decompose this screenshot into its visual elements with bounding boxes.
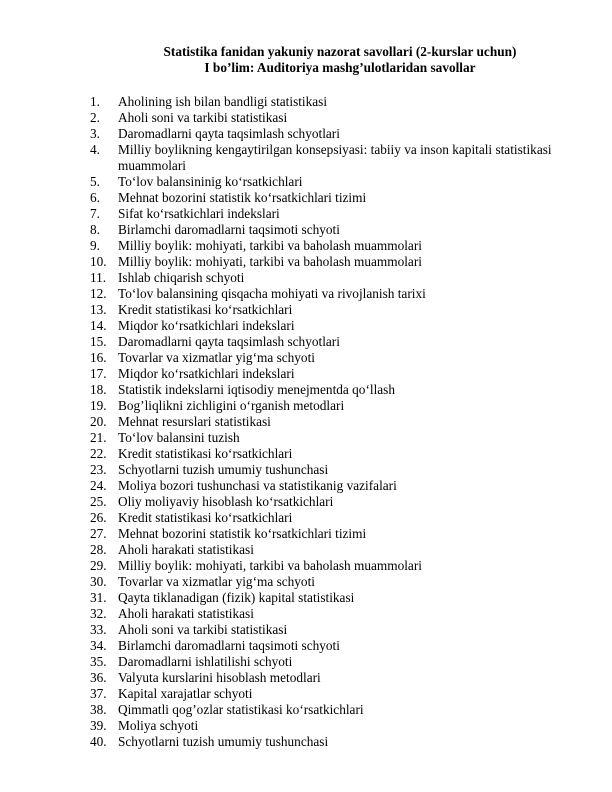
list-item <box>90 366 560 382</box>
question-text: Schyotlarni tuzish umumiy tushunchasi <box>118 734 329 749</box>
question-text: To‘lov balansining qisqacha mohiyati va rivojlanish tarixi <box>118 286 426 301</box>
question-text: Sifat ko‘rsatkichlari indekslari <box>118 206 280 221</box>
list-item <box>90 462 560 478</box>
list-item <box>90 718 560 734</box>
question-text: Daromadlarni ishlatilishi schyoti <box>118 654 293 669</box>
question-number: 8. <box>90 222 100 237</box>
question-number: 24. <box>90 478 107 493</box>
list-item <box>90 206 560 222</box>
list-item <box>90 302 560 318</box>
question-number: 14. <box>90 318 107 333</box>
list-item <box>90 254 560 270</box>
question-number: 12. <box>90 286 107 301</box>
list-item <box>90 238 560 254</box>
question-number: 30. <box>90 574 107 589</box>
question-number: 36. <box>90 670 107 685</box>
question-number: 35. <box>90 654 107 669</box>
question-text: Ishlab chiqarish schyoti <box>118 270 245 285</box>
question-number: 17. <box>90 366 107 381</box>
question-number: 33. <box>90 622 107 637</box>
question-number: 13. <box>90 302 107 317</box>
list-item <box>90 270 560 286</box>
list-item <box>90 414 560 430</box>
list-item <box>90 574 560 590</box>
question-text: Schyotlarni tuzish umumiy tushunchasi <box>118 462 329 477</box>
question-list <box>90 94 560 750</box>
question-text: Miqdor ko‘rsatkichlari indekslari <box>118 318 295 333</box>
question-text: Oliy moliyaviy hisoblash ko‘rsatkichlari <box>118 494 334 509</box>
question-text: Bog’liqlikni zichligini o‘rganish metodlari <box>118 398 345 413</box>
document-title: Statistika fanidan yakuniy nazorat savollari (2-kurslar uchun) <box>163 44 517 59</box>
question-number: 4. <box>90 142 100 157</box>
question-text: Daromadlarni qayta taqsimlash schyotlari <box>118 126 340 141</box>
list-item <box>90 654 560 670</box>
question-text: Aholi harakati statistikasi <box>118 542 254 557</box>
question-text: Aholi harakati statistikasi <box>118 606 254 621</box>
list-item <box>90 190 560 206</box>
question-number: 15. <box>90 334 107 349</box>
question-number: 11. <box>90 270 107 285</box>
question-number: 1. <box>90 94 100 109</box>
question-number: 16. <box>90 350 107 365</box>
question-number: 7. <box>90 206 100 221</box>
question-number: 38. <box>90 702 107 717</box>
question-number: 37. <box>90 686 107 701</box>
question-number: 26. <box>90 510 107 525</box>
question-number: 34. <box>90 638 107 653</box>
list-item <box>90 590 560 606</box>
list-item <box>90 510 560 526</box>
question-text: Kredit statistikasi ko‘rsatkichlari <box>118 510 293 525</box>
question-text: Qimmatli qog’ozlar statistikasi ko‘rsatkichlari <box>118 702 364 717</box>
question-number: 39. <box>90 718 107 733</box>
list-item <box>90 702 560 718</box>
question-text: Tovarlar va xizmatlar yig‘ma schyoti <box>118 350 315 365</box>
question-text: Kapital xarajatlar schyoti <box>118 686 253 701</box>
question-text: Aholi soni va tarkibi statistikasi <box>118 622 288 637</box>
list-item <box>90 350 560 366</box>
question-text: Statistik indekslarni iqtisodiy menejmentda qo‘llash <box>118 382 395 397</box>
question-number: 3. <box>90 126 100 141</box>
question-text: Daromadlarni qayta taqsimlash schyotlari <box>118 334 340 349</box>
question-number: 31. <box>90 590 107 605</box>
question-text: Mehnat bozorini statistik ko‘rsatkichlari tizimi <box>118 526 367 541</box>
list-item <box>90 526 560 542</box>
list-item <box>90 142 560 174</box>
question-number: 23. <box>90 462 107 477</box>
question-text: Tovarlar va xizmatlar yig‘ma schyoti <box>118 574 315 589</box>
question-number: 32. <box>90 606 107 621</box>
list-item <box>90 174 560 190</box>
question-text: Kredit statistikasi ko‘rsatkichlari <box>118 446 293 461</box>
list-item <box>90 606 560 622</box>
list-item <box>90 430 560 446</box>
list-item <box>90 334 560 350</box>
list-item <box>90 638 560 654</box>
question-text: Birlamchi daromadlarni taqsimoti schyoti <box>118 638 340 653</box>
question-number: 2. <box>90 110 100 125</box>
question-number: 6. <box>90 190 100 205</box>
list-item <box>90 686 560 702</box>
list-item <box>90 494 560 510</box>
question-number: 25. <box>90 494 107 509</box>
question-text: Mehnat bozorini statistik ko‘rsatkichlari tizimi <box>118 190 367 205</box>
question-text: Miqdor ko‘rsatkichlari indekslari <box>118 366 295 381</box>
question-text: Milliy boylik: mohiyati, tarkibi va baholash muammolari <box>118 238 422 253</box>
question-text: To‘lov balansininig ko‘rsatkichlari <box>118 174 303 189</box>
list-item <box>90 110 560 126</box>
question-number: 29. <box>90 558 107 573</box>
question-number: 20. <box>90 414 107 429</box>
list-item <box>90 286 560 302</box>
question-text: Moliya bozori tushunchasi va statistikanig vazifalari <box>118 478 397 493</box>
question-text: Valyuta kurslarini hisoblash metodlari <box>118 670 321 685</box>
question-text: Aholining ish bilan bandligi statistikasi <box>118 94 328 109</box>
list-item <box>90 558 560 574</box>
question-text: Birlamchi daromadlarni taqsimoti schyoti <box>118 222 340 237</box>
question-number: 22. <box>90 446 107 461</box>
question-number: 28. <box>90 542 107 557</box>
list-item <box>90 126 560 142</box>
question-text: Kredit statistikasi ko‘rsatkichlari <box>118 302 293 317</box>
question-number: 9. <box>90 238 100 253</box>
list-item <box>90 318 560 334</box>
question-number: 27. <box>90 526 107 541</box>
question-text: Moliya schyoti <box>118 718 199 733</box>
question-number: 5. <box>90 174 100 189</box>
list-item <box>90 622 560 638</box>
question-text: Qayta tiklanadigan (fizik) kapital statistikasi <box>118 590 355 605</box>
question-number: 40. <box>90 734 107 749</box>
question-text: Aholi soni va tarkibi statistikasi <box>118 110 288 125</box>
question-text: Milliy boylikning kengaytirilgan konsepsiyasi: tabiiy va inson kapitali statistikasi muammolari <box>118 142 552 173</box>
question-number: 18. <box>90 382 107 397</box>
list-item <box>90 382 560 398</box>
question-text: Milliy boylik: mohiyati, tarkibi va baholash muammolari <box>118 558 422 573</box>
list-item <box>90 542 560 558</box>
list-item <box>90 94 560 110</box>
document-subtitle: I bo’lim: Auditoriya mashg’ulotlaridan savollar <box>204 60 476 75</box>
list-item <box>90 446 560 462</box>
list-item <box>90 222 560 238</box>
question-number: 10. <box>90 254 107 269</box>
question-text: Mehnat resurslari statistikasi <box>118 414 271 429</box>
list-item <box>90 398 560 414</box>
question-number: 19. <box>90 398 107 413</box>
question-text: To‘lov balansini tuzish <box>118 430 240 445</box>
list-item <box>90 734 560 750</box>
list-item <box>90 670 560 686</box>
list-item <box>90 478 560 494</box>
question-text: Milliy boylik: mohiyati, tarkibi va baholash muammolari <box>118 254 422 269</box>
question-number: 21. <box>90 430 107 445</box>
